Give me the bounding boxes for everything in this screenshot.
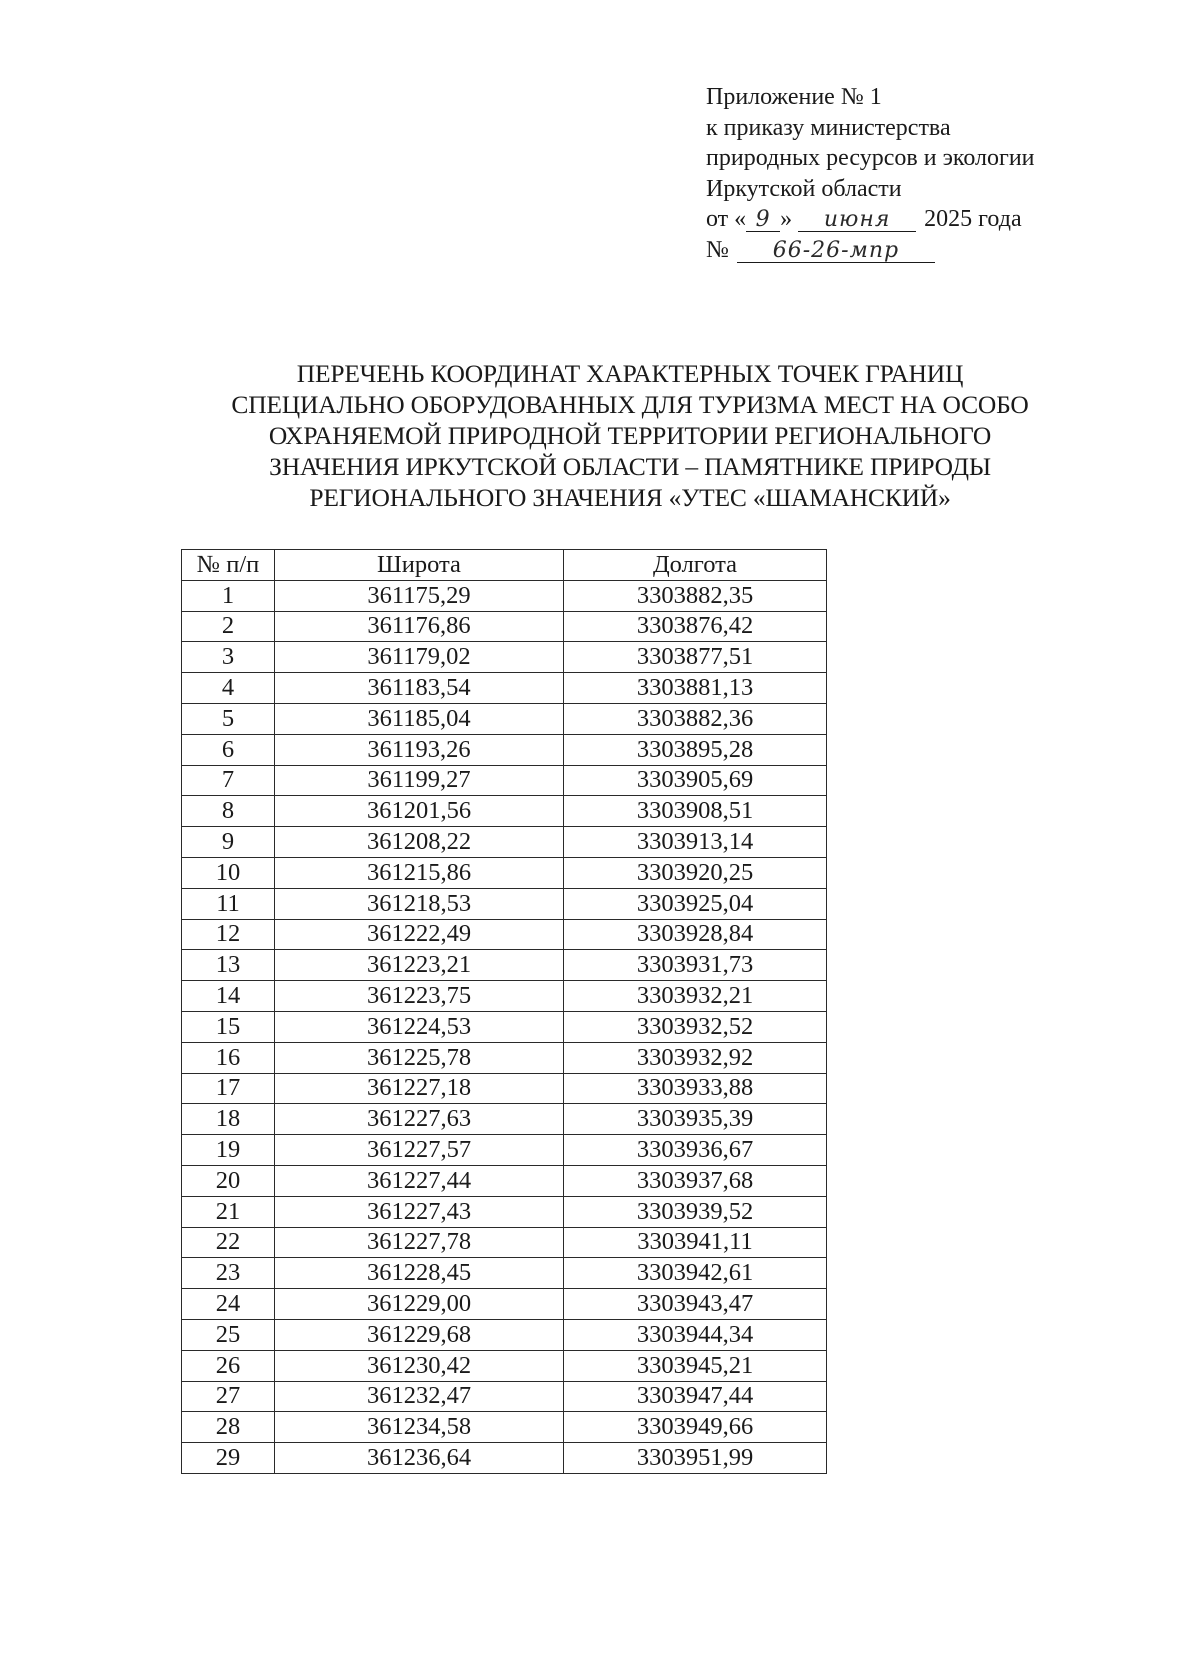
date-year: 2025 года <box>924 206 1022 232</box>
cell-longitude: 3303951,99 <box>564 1443 827 1474</box>
table-row <box>182 827 827 858</box>
cell-longitude: 3303932,92 <box>564 1042 827 1073</box>
cell-number: 18 <box>182 1104 275 1135</box>
cell-number: 27 <box>182 1381 275 1412</box>
cell-number: 4 <box>182 673 275 704</box>
table-row <box>182 580 827 611</box>
table-row <box>182 1381 827 1412</box>
cell-number: 12 <box>182 919 275 950</box>
cell-longitude: 3303945,21 <box>564 1350 827 1381</box>
cell-number: 16 <box>182 1042 275 1073</box>
cell-number: 8 <box>182 796 275 827</box>
approval-line-4: Иркутской области <box>706 175 902 202</box>
cell-latitude: 361199,27 <box>275 765 564 796</box>
table-row <box>182 1073 827 1104</box>
cell-longitude: 3303933,88 <box>564 1073 827 1104</box>
cell-number: 6 <box>182 734 275 765</box>
cell-longitude: 3303913,14 <box>564 827 827 858</box>
table-row <box>182 765 827 796</box>
table-row <box>182 796 827 827</box>
handwritten-month-text: июня <box>823 207 891 232</box>
table-row <box>182 1196 827 1227</box>
cell-latitude: 361227,78 <box>275 1227 564 1258</box>
cell-longitude: 3303908,51 <box>564 796 827 827</box>
cell-longitude: 3303939,52 <box>564 1196 827 1227</box>
cell-latitude: 361229,00 <box>275 1289 564 1320</box>
approval-line-1: Приложение № 1 <box>706 84 882 110</box>
cell-number: 24 <box>182 1289 275 1320</box>
approval-number-line <box>706 235 1035 266</box>
table-row <box>182 1350 827 1381</box>
header-latitude: Широта <box>275 550 564 581</box>
cell-number: 22 <box>182 1227 275 1258</box>
cell-number: 15 <box>182 1011 275 1042</box>
cell-latitude: 361227,63 <box>275 1104 564 1135</box>
cell-longitude: 3303942,61 <box>564 1258 827 1289</box>
table-row <box>182 673 827 704</box>
table-row <box>182 888 827 919</box>
document-title <box>160 358 1100 513</box>
cell-latitude: 361215,86 <box>275 857 564 888</box>
table-row <box>182 1289 827 1320</box>
cell-number: 29 <box>182 1443 275 1474</box>
cell-latitude: 361175,29 <box>275 580 564 611</box>
cell-longitude: 3303947,44 <box>564 1381 827 1412</box>
cell-latitude: 361228,45 <box>275 1258 564 1289</box>
table-row <box>182 703 827 734</box>
cell-latitude: 361223,21 <box>275 950 564 981</box>
approval-block <box>706 82 1035 265</box>
cell-latitude: 361230,42 <box>275 1350 564 1381</box>
handwritten-month <box>798 204 916 232</box>
cell-latitude: 361185,04 <box>275 703 564 734</box>
title-line-4: ЗНАЧЕНИЯ ИРКУТСКОЙ ОБЛАСТИ – ПАМЯТНИКЕ ПРИРОДЫ <box>269 452 991 481</box>
cell-latitude: 361227,57 <box>275 1135 564 1166</box>
cell-latitude: 361236,64 <box>275 1443 564 1474</box>
cell-longitude: 3303941,11 <box>564 1227 827 1258</box>
cell-longitude: 3303882,35 <box>564 580 827 611</box>
cell-latitude: 361234,58 <box>275 1412 564 1443</box>
cell-latitude: 361223,75 <box>275 981 564 1012</box>
table-row <box>182 1443 827 1474</box>
cell-latitude: 361208,22 <box>275 827 564 858</box>
cell-latitude: 361227,18 <box>275 1073 564 1104</box>
cell-longitude: 3303937,68 <box>564 1165 827 1196</box>
coordinates-table <box>181 549 827 1474</box>
cell-number: 19 <box>182 1135 275 1166</box>
cell-longitude: 3303932,52 <box>564 1011 827 1042</box>
header-longitude: Долгота <box>564 550 827 581</box>
cell-longitude: 3303882,36 <box>564 703 827 734</box>
table-row <box>182 642 827 673</box>
cell-latitude: 361232,47 <box>275 1381 564 1412</box>
handwritten-day <box>746 204 780 232</box>
table-row <box>182 1135 827 1166</box>
cell-number: 7 <box>182 765 275 796</box>
cell-number: 10 <box>182 857 275 888</box>
table-row <box>182 1412 827 1443</box>
date-mid: » <box>780 206 793 232</box>
cell-longitude: 3303931,73 <box>564 950 827 981</box>
table-row <box>182 734 827 765</box>
cell-number: 11 <box>182 888 275 919</box>
cell-longitude: 3303895,28 <box>564 734 827 765</box>
cell-longitude: 3303932,21 <box>564 981 827 1012</box>
cell-latitude: 361176,86 <box>275 611 564 642</box>
cell-longitude: 3303943,47 <box>564 1289 827 1320</box>
cell-number: 1 <box>182 580 275 611</box>
table-row <box>182 1104 827 1135</box>
cell-latitude: 361227,43 <box>275 1196 564 1227</box>
cell-longitude: 3303877,51 <box>564 642 827 673</box>
cell-longitude: 3303935,39 <box>564 1104 827 1135</box>
table-row <box>182 1227 827 1258</box>
title-line-3: ОХРАНЯЕМОЙ ПРИРОДНОЙ ТЕРРИТОРИИ РЕГИОНАЛЬНОГО <box>268 421 992 450</box>
table-row <box>182 981 827 1012</box>
table-row <box>182 1258 827 1289</box>
number-prefix: № <box>706 236 729 263</box>
handwritten-number <box>737 235 935 263</box>
table-row <box>182 950 827 981</box>
cell-number: 3 <box>182 642 275 673</box>
cell-number: 13 <box>182 950 275 981</box>
cell-number: 20 <box>182 1165 275 1196</box>
cell-latitude: 361201,56 <box>275 796 564 827</box>
cell-longitude: 3303928,84 <box>564 919 827 950</box>
approval-line-3: природных ресурсов и экологии <box>706 145 1035 171</box>
cell-number: 25 <box>182 1319 275 1350</box>
title-line-1: ПЕРЕЧЕНЬ КООРДИНАТ ХАРАКТЕРНЫХ ТОЧЕК ГРАНИЦ <box>296 359 964 388</box>
cell-longitude: 3303949,66 <box>564 1412 827 1443</box>
cell-latitude: 361227,44 <box>275 1165 564 1196</box>
cell-longitude: 3303925,04 <box>564 888 827 919</box>
table-row <box>182 1042 827 1073</box>
cell-latitude: 361179,02 <box>275 642 564 673</box>
cell-latitude: 361229,68 <box>275 1319 564 1350</box>
approval-line-2: к приказу министерства <box>706 114 951 141</box>
cell-latitude: 361183,54 <box>275 673 564 704</box>
title-line-5: РЕГИОНАЛЬНОГО ЗНАЧЕНИЯ «УТЕС «ШАМАНСКИЙ» <box>309 483 951 512</box>
cell-latitude: 361224,53 <box>275 1011 564 1042</box>
cell-latitude: 361225,78 <box>275 1042 564 1073</box>
cell-number: 2 <box>182 611 275 642</box>
approval-date-line <box>706 204 1035 235</box>
table-header-row <box>182 550 827 581</box>
cell-longitude: 3303936,67 <box>564 1135 827 1166</box>
table-row <box>182 1011 827 1042</box>
cell-latitude: 361222,49 <box>275 919 564 950</box>
cell-latitude: 361218,53 <box>275 888 564 919</box>
cell-longitude: 3303881,13 <box>564 673 827 704</box>
handwritten-number-text: 66-26-мпр <box>772 237 900 263</box>
table-row <box>182 919 827 950</box>
cell-number: 5 <box>182 703 275 734</box>
cell-longitude: 3303876,42 <box>564 611 827 642</box>
table-row <box>182 1319 827 1350</box>
cell-number: 26 <box>182 1350 275 1381</box>
table-row <box>182 857 827 888</box>
table-row <box>182 611 827 642</box>
table-row <box>182 1165 827 1196</box>
cell-number: 14 <box>182 981 275 1012</box>
cell-number: 28 <box>182 1412 275 1443</box>
cell-number: 23 <box>182 1258 275 1289</box>
cell-longitude: 3303905,69 <box>564 765 827 796</box>
cell-number: 9 <box>182 827 275 858</box>
cell-longitude: 3303944,34 <box>564 1319 827 1350</box>
table-body <box>182 580 827 1473</box>
cell-number: 21 <box>182 1196 275 1227</box>
handwritten-day-text: 9 <box>755 207 771 232</box>
cell-longitude: 3303920,25 <box>564 857 827 888</box>
date-prefix: от « <box>706 206 747 232</box>
header-number: № п/п <box>182 550 275 581</box>
cell-latitude: 361193,26 <box>275 734 564 765</box>
cell-number: 17 <box>182 1073 275 1104</box>
title-line-2: СПЕЦИАЛЬНО ОБОРУДОВАННЫХ ДЛЯ ТУРИЗМА МЕСТ НА ОСОБО <box>231 390 1029 419</box>
